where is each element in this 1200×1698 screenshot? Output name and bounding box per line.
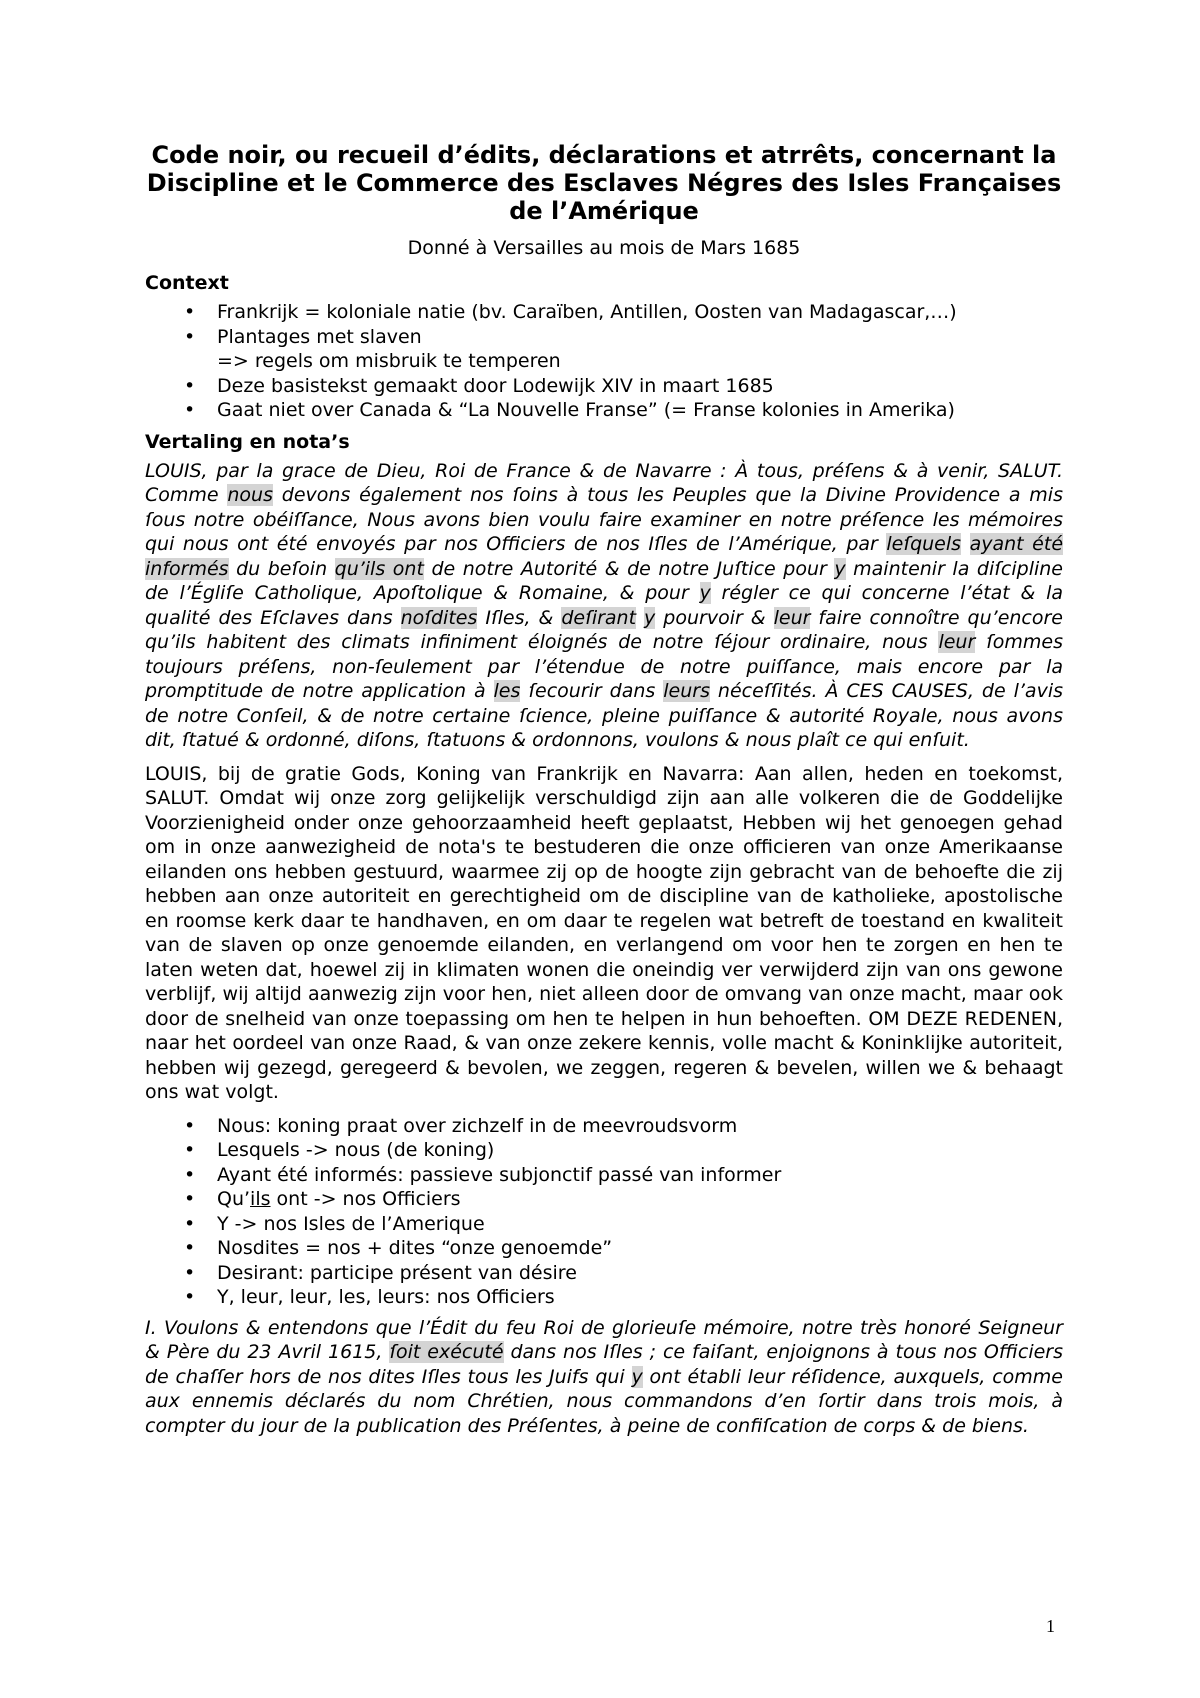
bullet-icon: • [184,374,196,397]
list-item [145,325,1063,374]
highlight: les [493,680,521,702]
list-item-text: Y, leur, leur, les, leurs: nos Officiers [217,1286,555,1308]
document-title: Code noir, ou recueil d’édits, déclarations et atrrêts, concernant la Discipline et le Commerce des Esclaves Négres des Isles Françaises de l’Amérique [146,141,1062,225]
highlight: deſirant [561,606,637,629]
bullet-icon: • [184,1114,196,1137]
list-item-text: Nous: koning praat over zichzelf in de meevroudsvorm [217,1114,738,1137]
highlight: nous [227,484,273,506]
list-item-text: Lesquels -> nous (de koning) [217,1139,495,1161]
bullet-icon: • [184,399,196,421]
list-item [145,1138,1063,1163]
context-list [145,300,1063,423]
bullet-icon: • [184,1286,196,1308]
list-item-continuation: => regels om misbruik te temperen [217,350,561,372]
list-item [145,300,1063,325]
list-item-text: Deze basistekst gemaakt door Lodewijk XIV in maart 1685 [217,374,774,397]
preamble-dutch: LOUIS, bij de gratie Gods, Koning van Frankrijk en Navarra: Aan allen, heden en toekomst, SALUT. Omdat wij onze zorg gelijkelijk verschuldigd zijn aan alle volkeren die de Goddelijke Voorzienigheid onder onze gehoorzaamheid heeft geplaatst, Hebben wij het genoegen gehad om in onze aanwezigheid de nota's te bestuderen die onze officieren van onze Amerikaanse eilanden ons hebben gestuurd, waarmee zij op de hoogte zijn gebracht van de behoefte die zij hebben aan onze autoriteit en gerechtigheid om de discipline van de katholieke, apostolische en roomse kerk daar te handhaven, en om daar te regelen wat betreft de toestand en kwaliteit van de slaven op onze genoemde eilanden, en verlangend om voor hen te zorgen en hen te laten weten dat, hoewel zij in klimaten wonen die oneindig ver verwijderd zijn van ons gewone verblijf, wij altijd aanwezig zijn voor hen, niet alleen door de omvang van onze macht, maar ook door de snelheid van onze toepassing om hen te helpen in hun behoeften. OM DEZE REDENEN, naar het oordeel van onze Raad, & van onze zekere kennis, volle macht & Koninklijke autoriteit, hebben wij gezegd, geregeerd & bevolen, we zeggen, regeren & bevelen, willen we & behaagt ons wat volgt. [145,762,1063,1103]
page-number: 1 [1046,1616,1055,1636]
underlined-word: ils [250,1188,271,1210]
bullet-icon: • [184,301,196,323]
highlight: leurs [663,680,710,702]
highlight: qu’ils ont [334,557,424,580]
highlight: y [834,557,846,580]
highlight: leur [938,631,976,653]
list-item-text: Nosdites = nos + dites “onze genoemde” [217,1237,613,1259]
notes-list [145,1114,1063,1310]
highlight: ayant été informés [145,533,1064,580]
list-item [145,398,1063,423]
article-1-french: I. Voulons & entendons que l’Édit du feu Roi de glorieuſe mémoire, notre très honoré Seigneur & Père du 23 Avril 1615, ſoit exécuté dans nos Iſles ; ce faiſant, enjoignons à tous nos Officiers de chaſſer hors de nos dites Iſles tous les Juifs qui y ont établi leur réſidence, auxquels, comme aux ennemis déclarés du nom Chrétien, nous commandons d’en ſortir dans trois mois, à compter du jour de la publication des Préſentes, à peine de confiſcation de corps & de biens. [145,1316,1063,1437]
highlight: y [644,606,656,629]
list-item [145,1261,1063,1286]
highlight: leſquels [886,533,962,555]
context-heading: Context [145,272,229,294]
document-subtitle: Donné à Versailles au mois de Mars 1685 [407,237,801,259]
bullet-icon: • [184,1163,196,1186]
highlight: noſdites [400,606,478,629]
highlight: y [699,582,711,604]
bullet-icon: • [184,1139,196,1161]
bullet-icon: • [184,1237,196,1259]
list-item-text: Frankrijk = koloniale natie (bv. Caraïben, Antillen, Oosten van Madagascar,…) [217,301,957,323]
bullet-icon: • [184,1212,196,1235]
bullet-icon: • [184,325,196,348]
bullet-icon: • [184,1261,196,1284]
list-item-text: Ayant été informés: passieve subjonctif passé van informer [217,1163,782,1186]
translation-heading: Vertaling en nota’s [145,430,350,453]
list-item [145,1212,1063,1237]
list-item [145,1285,1063,1310]
highlight: y [631,1365,643,1388]
list-item-text: Gaat niet over Canada & “La Nouvelle Franse” (= Franse kolonies in Amerika) [217,399,955,421]
list-item [145,1114,1063,1139]
list-item [145,1236,1063,1261]
preamble-french: LOUIS, par la grace de Dieu, Roi de France & de Navarre : À tous, préſens & à venir, SALUT. Comme nous devons également nos ſoins à tous les Peuples que la Divine Providence a mis ſous notre obéiſſance, Nous avons bien voulu faire examiner en notre préſence les mémoires qui nous ont été envoyés par nos Officiers de nos Iſles de l’Amérique, par leſquels ayant été informés du beſoin qu’ils ont de notre Autorité & de notre Juſtice pour y maintenir la diſcipline de l’Égliſe Catholique, Apoſtolique & Romaine, & pour y régler ce qui concerne l’état & la qualité des Eſclaves dans noſdites Iſles, & deſirant y pourvoir & leur faire connoître qu’encore qu’ils habitent des climats infiniment éloignés de notre ſéjour ordinaire, nous leur ſommes toujours préſens, non-ſeulement par l’étendue de notre puiſſance, mais encore par la promptitude de notre application à les ſecourir dans leurs néceſſités. À CES CAUSES, de l’avis de notre Conſeil, & de notre certaine ſcience, pleine puiſſance & autorité Royale, nous avons dit, ſtatué & ordonné, diſons, ſtatuons & ordonnons, voulons & nous plaît ce qui enſuit. [145,459,1064,751]
list-item: • Qu’ils ont -> nos Officiers [184,1188,461,1210]
bullet-icon: • [184,1188,196,1210]
list-item [145,1163,1063,1188]
list-item-text: Desirant: participe présent van désire [217,1261,577,1284]
document-body [145,141,1063,1447]
highlight: ſoit exécuté [389,1341,504,1363]
list-item-text: Y -> nos Isles de l’Amerique [217,1212,485,1235]
list-item [145,374,1063,399]
list-item-text: Plantages met slaven [217,325,422,348]
highlight: leur [773,606,811,629]
